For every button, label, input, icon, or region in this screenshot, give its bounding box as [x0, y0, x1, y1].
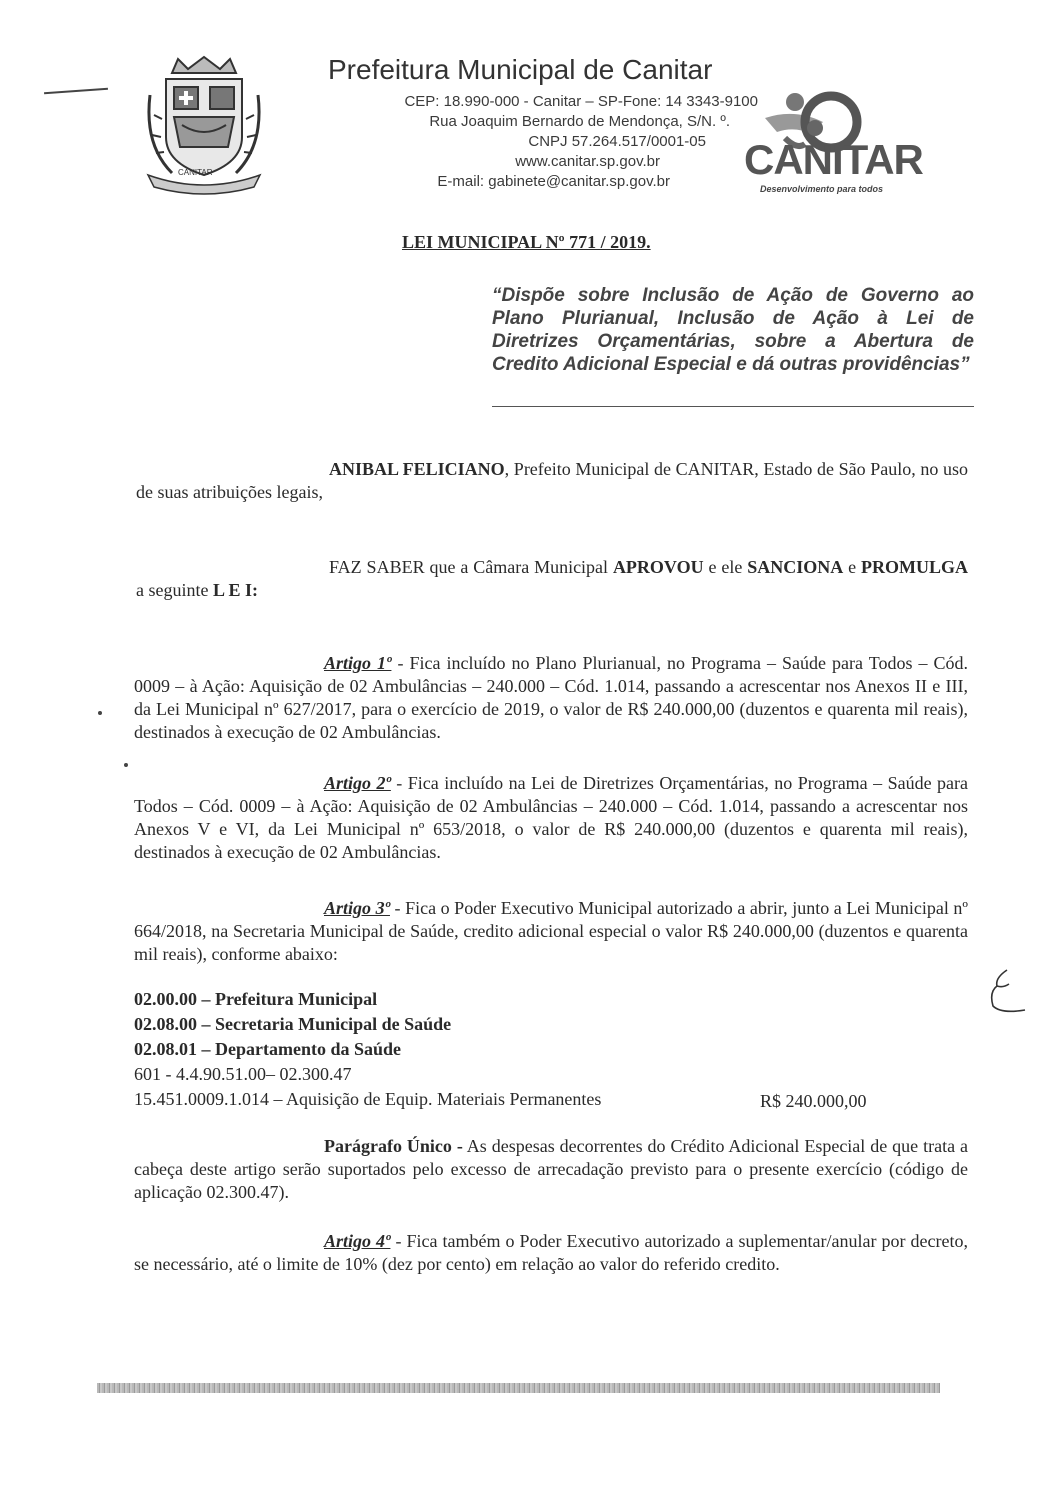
margin-dot	[124, 763, 128, 767]
enactment-text: FAZ SABER que a Câmara Municipal	[329, 557, 613, 577]
account-item: 15.451.0009.1.014 – Aquisição de Equip. Materiais Permanentes	[134, 1089, 602, 1109]
paragrafo-unico-text: As despesas decorrentes do Crédito Adicional Especial de que trata a cabeça deste artigo serão suportados pelo excesso de arrecadação previsto para o presente exercício (código de aplicação 02.300.47).	[134, 1136, 968, 1202]
header-website: www.canitar.sp.gov.br	[515, 153, 660, 170]
article-4-label: Artigo 4º	[324, 1231, 391, 1251]
enactment-text: e	[843, 557, 861, 577]
logo-wordmark: CANITAR	[744, 136, 923, 183]
enactment-text: a seguinte	[136, 580, 213, 600]
article-1-text: - Fica incluído no Plano Plurianual, no Programa – Saúde para Todos – Cód. 0009 – à Ação: Aquisição de 02 Ambulâncias – 240.000 – Cód. 1.014, passando a acrescentar nos Anexos II e III, da Lei Municipal nº 627/2017, para o exercício de 2019, o valor de R$ 240.000,00 (duzentos e quarenta mil reais), destinados à execução de 02 Ambulâncias.	[134, 653, 968, 742]
enactment-text: e ele	[703, 557, 748, 577]
article-2-label: Artigo 2º	[324, 773, 391, 793]
account-code: 601 - 4.4.90.51.00– 02.300.47	[134, 1064, 352, 1084]
preamble	[136, 458, 968, 504]
account-secretaria: 02.08.00 – Secretaria Municipal de Saúde	[134, 1014, 452, 1034]
article-2-text: - Fica incluído na Lei de Diretrizes Orçamentárias, no Programa – Saúde para Todos – Cód. 0009 – à Ação: Aquisição de 02 Ambulâncias – 240.000 – Cód. 1.014, passando a acrescentar nos Anexos V e VI, da Lei Municipal nº 653/2018, o valor de R$ 240.000,00 (duzentos e quarenta mil reais), destinados à execução de 02 Ambulâncias.	[134, 773, 968, 862]
header-cnpj: CNPJ 57.264.517/0001-05	[528, 133, 706, 150]
account-prefeitura: 02.00.00 – Prefeitura Municipal	[134, 989, 378, 1009]
preamble-text: , Prefeito Municipal de CANITAR, Estado de São Paulo, no uso de suas atribuições legais,	[136, 459, 968, 502]
article-4-text: - Fica também o Poder Executivo autorizado a suplementar/anular por decreto, se necessário, até o limite de 10% (dez por cento) em relação ao valor do referido credito.	[134, 1231, 968, 1274]
article-3-text: - Fica o Poder Executivo Municipal autorizado a abrir, junto a Lei Municipal nº 664/2018, na Secretaria Municipal de Saúde, credito adicional especial o valor R$ 240.000,00 (duzentos e quarenta mil reais), conforme abaixo:	[134, 898, 968, 964]
paragrafo-unico-label: Parágrafo Único -	[324, 1136, 463, 1156]
header-address: Rua Joaquim Bernardo de Mendonça, S/N. º.	[429, 113, 730, 130]
header-email: E-mail: gabinete@canitar.sp.gov.br	[437, 173, 670, 190]
margin-dot	[98, 711, 102, 715]
law-ementa: “Dispõe sobre Inclusão de Ação de Governo ao Plano Plurianual, Inclusão de Ação à Lei de Diretrizes Orçamentárias, sobre a Abertura de Credito Adicional Especial e dá outras providências”	[492, 285, 974, 375]
ementa-rule	[492, 406, 974, 407]
logo-tagline: Desenvolvimento para todos	[760, 184, 884, 194]
article-3	[134, 897, 968, 966]
handwritten-initial-icon	[985, 966, 1030, 1018]
law-title: LEI MUNICIPAL Nº 771 / 2019.	[402, 232, 651, 252]
enactment-promulgates: PROMULGA	[861, 557, 968, 577]
enactment-sanctions: SANCIONA	[747, 557, 844, 577]
article-1	[134, 652, 968, 744]
enactment-approved: APROVOU	[612, 557, 704, 577]
enactment	[136, 556, 968, 602]
account-value: R$ 240.000,00	[760, 1091, 867, 1111]
crest-banner-text: CANITAR	[178, 168, 213, 177]
article-4	[134, 1230, 968, 1276]
enactment-law: L E I:	[212, 580, 259, 600]
mayor-name: ANIBAL FELICIANO	[329, 459, 505, 479]
article-1-label: Artigo 1º	[324, 653, 392, 673]
margin-mark	[44, 88, 108, 94]
header-title: Prefeitura Municipal de Canitar	[328, 54, 713, 85]
account-departamento: 02.08.01 – Departamento da Saúde	[134, 1039, 402, 1059]
footer-bar	[97, 1383, 940, 1393]
paragrafo-unico	[134, 1135, 968, 1204]
article-2	[134, 772, 968, 864]
article-3-label: Artigo 3º	[324, 898, 390, 918]
header-cep: CEP: 18.990-000 - Canitar – SP-Fone: 14 3343-9100	[404, 93, 758, 110]
